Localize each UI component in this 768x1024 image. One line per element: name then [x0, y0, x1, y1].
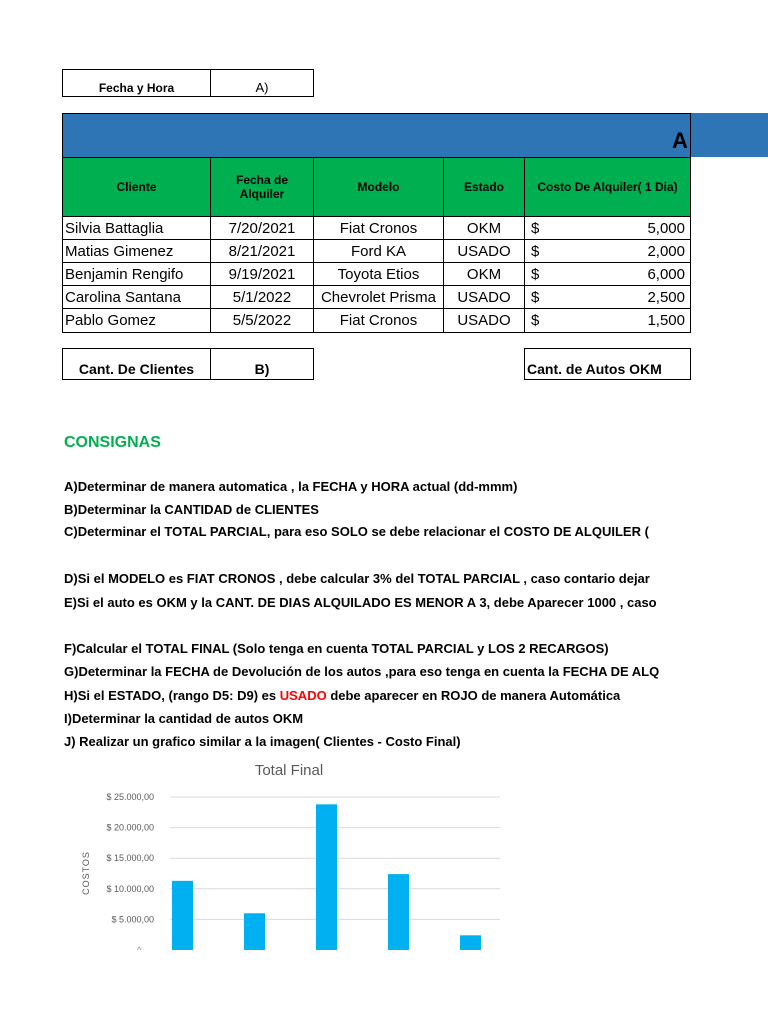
cell-cliente-text: Carolina Santana: [65, 288, 181, 306]
chart-bar: [388, 874, 409, 950]
header-fecha-text: Fecha de Alquiler: [235, 173, 289, 201]
fecha-hora-value-text: A): [255, 79, 269, 95]
chart-y-tick-label: $ 20.000,00: [106, 822, 154, 833]
cell-estado-text: OKM: [466, 219, 502, 237]
consigna-e: E)Si el auto es OKM y la CANT. DE DIAS ALQUILADO ES MENOR A 3, debe Aparecer 1000 , caso: [64, 595, 657, 610]
header-cliente-text: Cliente: [116, 180, 157, 194]
cant-clientes-label-text: Cant. De Clientes: [78, 360, 195, 377]
cell-moneda-text: $: [531, 288, 540, 306]
cell-cliente-text: Matias Gimenez: [65, 242, 174, 260]
consigna-h-usado: USADO: [279, 688, 327, 703]
cell-moneda-text: $: [531, 219, 540, 237]
chart-bar: [460, 935, 481, 950]
cell-modelo-text: Fiat Cronos: [339, 219, 418, 237]
cell-costo-text: 5,000: [647, 219, 685, 237]
cell-cliente-text: Pablo Gomez: [65, 312, 156, 329]
chart-bar: [244, 913, 265, 950]
fecha-hora-label-text: Fecha y Hora: [98, 81, 175, 95]
cell-moneda-text: $: [531, 242, 540, 260]
cell-fecha-text: 5/1/2022: [232, 288, 292, 306]
consigna-a: A)Determinar de manera automatica , la FECHA y HORA actual (dd-mmm): [64, 479, 518, 494]
cell-estado-text: OKM: [466, 265, 502, 283]
total-final-chart: [60, 755, 520, 955]
chart-axis-cut-mark: ^: [137, 945, 142, 955]
header-modelo-text: Modelo: [357, 180, 400, 194]
cell-modelo-text: Toyota Etios: [337, 265, 420, 283]
consigna-h-post: debe aparecer en ROJO de manera Automática: [326, 688, 621, 703]
cell-cliente-text: Silvia Battaglia: [65, 219, 164, 237]
cell-estado-text: USADO: [457, 288, 511, 306]
cell-cliente-text: Benjamin Rengifo: [65, 265, 184, 283]
consigna-h-pre: H)Si el ESTADO, (rango D5: D9) es: [64, 688, 280, 703]
cell-fecha-text: 5/5/2022: [232, 312, 292, 329]
consigna-f: F)Calcular el TOTAL FINAL (Solo tenga en cuenta TOTAL PARCIAL y LOS 2 RECARGOS): [64, 641, 609, 656]
chart-y-tick-label: $ 5.000,00: [111, 914, 154, 925]
consigna-h: [64, 688, 620, 703]
header-costo-text: Costo De Alquiler( 1 Dia): [537, 180, 678, 194]
cell-costo-text: 2,000: [647, 242, 685, 260]
consigna-g: G)Determinar la FECHA de Devolución de los autos ,para eso tenga en cuenta la FECHA DE ALQ: [64, 664, 660, 679]
chart-bar: [316, 804, 337, 950]
cell-modelo-text: Ford KA: [350, 242, 406, 260]
chart-bar: [172, 881, 193, 950]
consignas-title: CONSIGNAS: [64, 434, 161, 451]
title-banner-overflow: [691, 113, 768, 157]
cell-costo-text: 6,000: [647, 265, 685, 283]
chart-y-tick-label: $ 15.000,00: [106, 853, 154, 864]
cell-moneda-text: $: [531, 265, 540, 283]
consigna-d: D)Si el MODELO es FIAT CRONOS , debe calcular 3% del TOTAL PARCIAL , caso contario dejar: [64, 571, 650, 586]
cell-estado-text: USADO: [457, 242, 511, 260]
cell-fecha-text: 7/20/2021: [228, 219, 296, 237]
cell-costo-text: 2,500: [647, 288, 685, 306]
header-estado-text: Estado: [463, 180, 504, 194]
consigna-c: C)Determinar el TOTAL PARCIAL, para eso SOLO se debe relacionar el COSTO DE ALQUILER (: [64, 524, 649, 539]
chart-title: Total Final: [254, 762, 324, 779]
chart-y-tick-label: $ 10.000,00: [106, 883, 154, 894]
cant-clientes-value-text: B): [254, 360, 270, 377]
cell-modelo-text: Chevrolet Prisma: [320, 288, 437, 306]
cell-moneda-text: $: [531, 312, 540, 329]
cell-costo-text: 1,500: [647, 312, 685, 329]
cell-fecha-text: 9/19/2021: [228, 265, 296, 283]
cell-fecha-text: 8/21/2021: [228, 242, 296, 260]
consigna-i: I)Determinar la cantidad de autos OKM: [64, 711, 304, 726]
chart-y-tick-label: $ 25.000,00: [106, 792, 154, 802]
cant-okm-label-text: Cant. de Autos OKM: [527, 360, 662, 377]
consigna-b: B)Determinar la CANTIDAD de CLIENTES: [64, 502, 319, 517]
consigna-j: J) Realizar un grafico similar a la imagen( Clientes - Costo Final): [64, 734, 461, 749]
cell-modelo-text: Fiat Cronos: [339, 312, 418, 329]
chart-y-axis-label: COSTOS: [81, 851, 91, 895]
banner-letter: A: [672, 128, 688, 153]
cell-estado-text: USADO: [457, 312, 511, 329]
